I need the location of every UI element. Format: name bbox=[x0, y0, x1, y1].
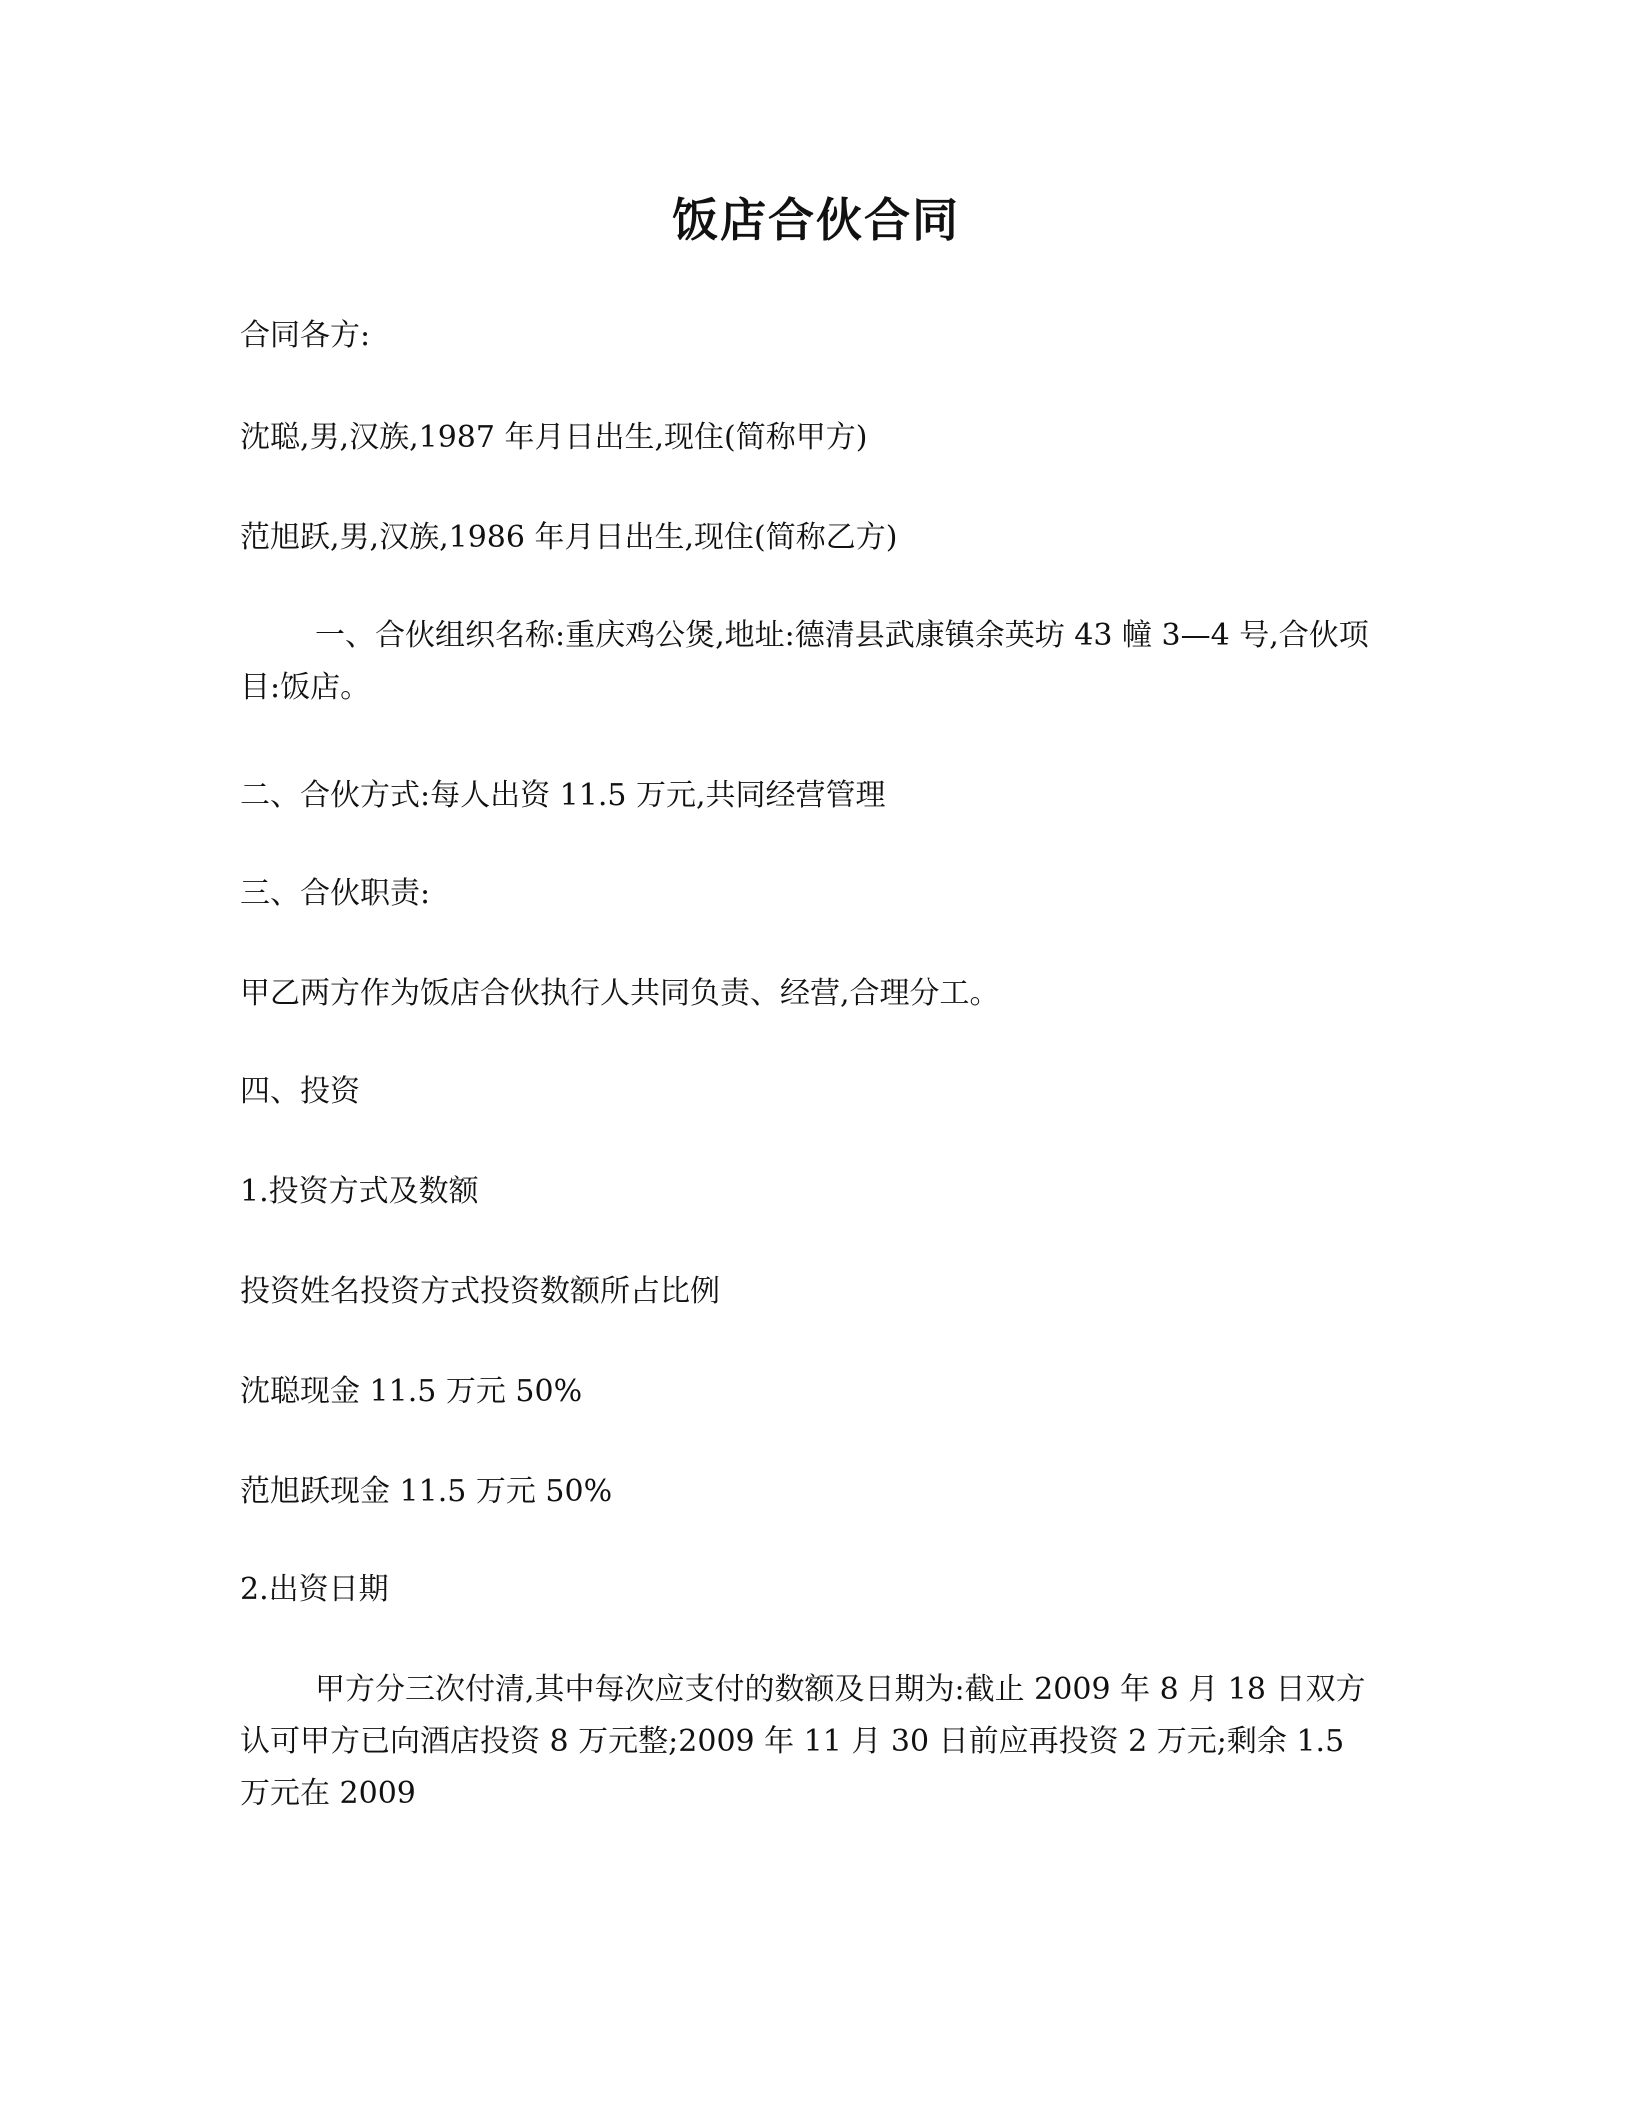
paragraph-contribution-date-heading: 2.出资日期 bbox=[240, 1572, 389, 1607]
paragraph-investment-row-2: 范旭跃现金 11.5 万元 50% bbox=[240, 1474, 613, 1509]
paragraph-duties: 甲乙两方作为饭店合伙执行人共同负责、经营,合理分工。 bbox=[240, 976, 1000, 1011]
paragraph-organization: 一、合伙组织名称:重庆鸡公煲,地址:德清县武康镇余英坊 43 幢 3—4 号,合伙项目:饭店。 bbox=[240, 618, 1369, 705]
paragraph-parties: 合同各方: bbox=[240, 318, 371, 353]
paragraph-partnership-method: 二、合伙方式:每人出资 11.5 万元,共同经营管理 bbox=[240, 778, 886, 813]
paragraph-investment-row-1: 沈聪现金 11.5 万元 50% bbox=[240, 1374, 583, 1409]
paragraph-investment-heading: 四、投资 bbox=[240, 1074, 360, 1109]
document-title: 饭店合伙合同 bbox=[672, 193, 960, 247]
paragraph-party-b: 范旭跃,男,汉族,1986 年月日出生,现住(简称乙方) bbox=[240, 520, 898, 555]
paragraph-payment-schedule: 甲方分三次付清,其中每次应支付的数额及日期为:截止 2009 年 8 月 18 日双方认可甲方已向酒店投资 8 万元整;2009 年 11 月 30 日前应再投资 2 万元;剩余 1.5 万元在 2009 bbox=[240, 1672, 1366, 1811]
paragraph-party-a: 沈聪,男,汉族,1987 年月日出生,现住(简称甲方) bbox=[240, 420, 868, 455]
paragraph-investment-table-header: 投资姓名投资方式投资数额所占比例 bbox=[240, 1274, 720, 1309]
paragraph-duties-heading: 三、合伙职责: bbox=[240, 876, 431, 911]
paragraph-investment-method: 1.投资方式及数额 bbox=[240, 1174, 479, 1209]
